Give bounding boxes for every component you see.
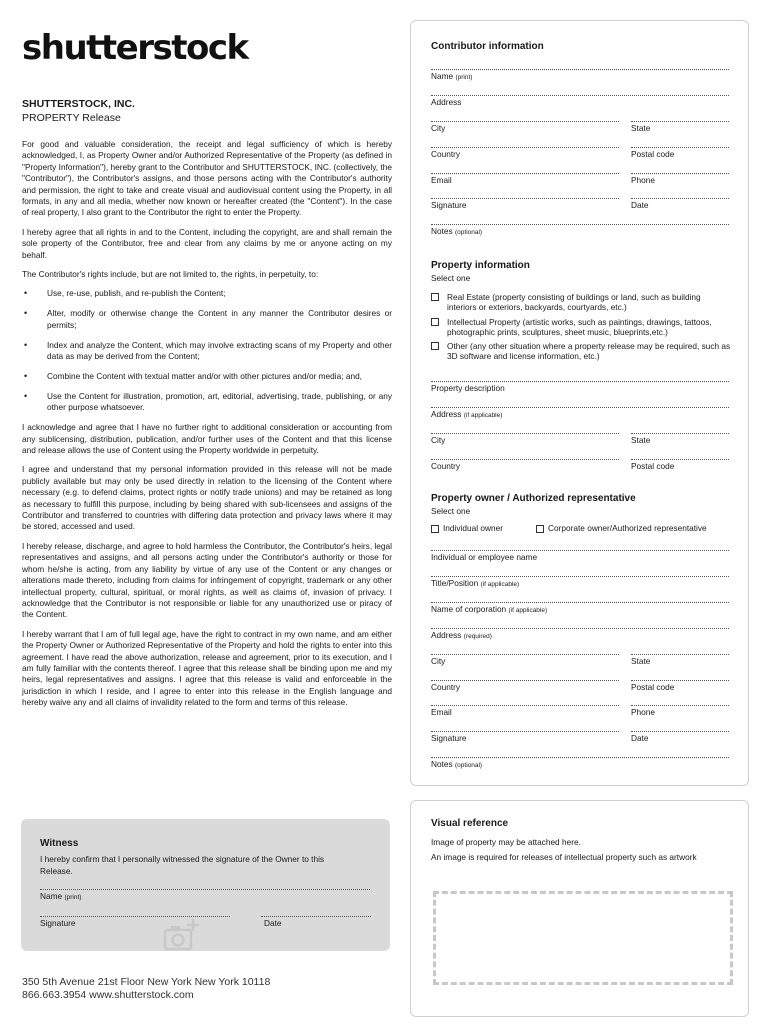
owner-postal-label: Postal code [631, 682, 675, 692]
visual-reference-title: Visual reference [431, 818, 509, 829]
other-property-checkbox[interactable] [431, 342, 439, 350]
terms-paragraph: I hereby warrant that I am of full legal age, have the right to contract in my own name, and am either the Property Owner or Authorized Representative of the Property and hold the rights to enter into this agreement. I have read the above authorization, release and agreement, prior to its execution, and I am fully familiar with the contents thereof. I agree that this release shall be binding upon me and my heirs, legal representatives and assigns. I agree that this release is valid and enforceable in the jurisdiction in which I reside, and I agree to enter into this release in the English language and hereby waive any and all claims of invalidity related to the form and terms of this release. [22, 628, 392, 708]
rights-list-item: • Alter, modify or otherwise change the Content in any manner the Contributor desires or permits; [47, 308, 392, 331]
property-description-label: Property description [431, 383, 505, 393]
company-name: SHUTTERSTOCK, INC. [22, 98, 135, 110]
terms-paragraph: I hereby release, discharge, and agree to hold harmless the Contributor, the Contributor's heirs, legal representatives and assigns, and all persons acting under the Contributor's authority or those for whom he/she is acting, from any liability by virtue of any use of the Content or any changes or alterations made thereto, including from claims for infringement of copyright, trademark or any other intellectual property, cultural, spiritual, or moral rights, as well as claims of, invasion of privacy. I acknowledge that the Contributor is not responsible or liable for any unauthorized use or piracy of the Content. [22, 540, 392, 620]
contributor-address-label: Address [431, 97, 462, 107]
property-address-field[interactable] [431, 407, 729, 408]
contributor-notes-field[interactable] [431, 224, 729, 225]
owner-city-label: City [431, 656, 446, 666]
owner-phone-field[interactable] [631, 705, 729, 706]
contributor-date-field[interactable] [631, 198, 729, 199]
real-estate-checkbox[interactable] [431, 293, 439, 301]
witness-box [21, 819, 390, 951]
contributor-signature-field[interactable] [431, 198, 619, 199]
real-estate-option: Real Estate (property consisting of buildings or land, such as building interiors or exteriors, backyards, courtyards, etc.) [447, 292, 701, 312]
owner-select-hint: Select one [431, 506, 471, 516]
contributor-date-label: Date [631, 200, 649, 210]
image-drop-zone[interactable] [433, 891, 733, 985]
witness-signature-field[interactable] [40, 916, 230, 917]
owner-postal-field[interactable] [631, 680, 729, 681]
terms-paragraph: I agree and understand that my personal information provided in this release will not be made publicly available but may only be used directly in relation to the licensing of the Content where necessary (e.g. to defend claims, protect rights or notify trade unions) and may be retained as long as necessary to fulfill this purpose, including by being shared with sub-licensees and assigns of the Contributor and transferred to countries with differing data protection and privacy laws where it may be stored, accessed and used. [22, 464, 392, 532]
visual-reference-text: Image of property may be attached here. [431, 837, 581, 847]
contact-line: 866.663.3954 www.shutterstock.com [22, 989, 194, 1001]
contributor-address-field[interactable] [431, 95, 729, 96]
property-city-label: City [431, 435, 446, 445]
contributor-city-field[interactable] [431, 121, 619, 122]
individual-owner-option: Individual owner [443, 523, 503, 533]
owner-city-field[interactable] [431, 654, 619, 655]
terms-paragraph: The Contributor's rights include, but are not limited to, the rights, in perpetuity, to: [22, 269, 319, 280]
witness-text: I hereby confirm that I personally witnessed the signature of the Owner to this Release. [40, 854, 325, 876]
owner-address-label: Address (required) [431, 630, 492, 640]
add-photo-icon [155, 916, 201, 961]
witness-date-field[interactable] [261, 916, 371, 917]
contributor-name-label: Name (print) [431, 71, 473, 81]
rights-list-item: • Combine the Content with textual matter and/or with other pictures and/or media; and, [47, 371, 392, 382]
corporation-name-field[interactable] [431, 602, 729, 603]
visual-reference-card [410, 800, 749, 1017]
owner-signature-label: Signature [431, 733, 467, 743]
corporate-owner-checkbox[interactable] [536, 525, 544, 533]
contributor-state-field[interactable] [631, 121, 729, 122]
title-position-field[interactable] [431, 576, 729, 577]
contributor-postal-field[interactable] [631, 147, 729, 148]
owner-country-label: Country [431, 682, 461, 692]
rights-list-item: • Use, re-use, publish, and re-publish the Content; [47, 288, 392, 299]
contributor-postal-label: Postal code [631, 149, 675, 159]
individual-name-label: Individual or employee name [431, 552, 538, 562]
property-state-label: State [631, 435, 651, 445]
owner-phone-label: Phone [631, 707, 655, 717]
rights-list-item: • Use the Content for illustration, promotion, art, editorial, advertising, trade, publishing, or any other purpose whatsoever. [47, 391, 392, 414]
owner-notes-label: Notes (optional) [431, 759, 483, 769]
rights-list [22, 288, 392, 413]
contributor-section-title: Contributor information [431, 41, 544, 52]
individual-owner-checkbox[interactable] [431, 525, 439, 533]
owner-section-title: Property owner / Authorized representative [431, 493, 636, 504]
intellectual-property-checkbox[interactable] [431, 318, 439, 326]
owner-state-label: State [631, 656, 651, 666]
owner-date-label: Date [631, 733, 649, 743]
owner-signature-field[interactable] [431, 731, 619, 732]
title-position-label: Title/Position (if applicable) [431, 578, 520, 588]
contributor-email-label: Email [431, 175, 452, 185]
contributor-state-label: State [631, 123, 651, 133]
company-address [22, 976, 270, 1002]
property-state-field[interactable] [631, 433, 729, 434]
owner-email-field[interactable] [431, 705, 619, 706]
owner-email-label: Email [431, 707, 452, 717]
owner-country-field[interactable] [431, 680, 619, 681]
contributor-phone-label: Phone [631, 175, 655, 185]
document-type: PROPERTY Release [22, 112, 121, 124]
contributor-notes-label: Notes (optional) [431, 226, 483, 236]
other-property-option: Other (any other situation where a property release may be required, such as 3D software and license information, etc.) [447, 341, 731, 361]
contributor-email-field[interactable] [431, 173, 619, 174]
visual-reference-requirement: An image is required for releases of intellectual property such as artwork [431, 852, 697, 862]
owner-address-field[interactable] [431, 628, 729, 629]
property-country-field[interactable] [431, 459, 619, 460]
witness-signature-label: Signature [40, 918, 76, 928]
contributor-signature-label: Signature [431, 200, 467, 210]
property-postal-field[interactable] [631, 459, 729, 460]
witness-title: Witness [40, 838, 79, 849]
property-description-field[interactable] [431, 381, 729, 382]
property-select-hint: Select one [431, 273, 471, 283]
contributor-phone-field[interactable] [631, 173, 729, 174]
terms-paragraph: I acknowledge and agree that I have no further right to additional consideration or accounting from any sublicensing, distribution, publication, and/or further uses of the Content and that this license and release allows the use of Content using the Property worldwide in perpetuity. [22, 422, 392, 456]
terms-paragraph: For good and valuable consideration, the receipt and legal sufficiency of which is hereby acknowledged, I, as Property Owner and/or Authorized Representative of the Property (as defined in "Property Information"), hereby grant to the Contributor and SHUTTERSTOCK, INC. (collectively, the "Contributor"), the Contributor's assigns, and those persons acting with the Contributor's authority and permission, the right to take and create visual and audiovisual content using the Property, in all formats, in any and all media, whether now known or hereafter created (the "Content"). In the case of real property, I also grant to the Contributor the right to enter the Property. [22, 139, 392, 218]
property-city-field[interactable] [431, 433, 619, 434]
rights-list-item: • Index and analyze the Content, which may involve extracting scans of my Property and other data as may be derived from the Content; [47, 340, 392, 363]
corporate-owner-option: Corporate owner/Authorized representative [548, 523, 707, 533]
shutterstock-logo: shutterstock [22, 28, 248, 68]
individual-name-field[interactable] [431, 550, 729, 551]
property-country-label: Country [431, 461, 461, 471]
corporation-name-label: Name of corporation (if applicable) [431, 604, 548, 614]
contributor-country-field[interactable] [431, 147, 619, 148]
owner-state-field[interactable] [631, 654, 729, 655]
release-form-card [410, 20, 749, 786]
contributor-city-label: City [431, 123, 446, 133]
property-section-title: Property information [431, 260, 530, 271]
address-line: 350 5th Avenue 21st Floor New York New York 10118 [22, 976, 271, 988]
witness-date-label: Date [264, 918, 282, 928]
witness-name-label: Name (print) [40, 891, 82, 901]
owner-date-field[interactable] [631, 731, 729, 732]
contributor-country-label: Country [431, 149, 461, 159]
contributor-name-field[interactable] [431, 69, 729, 70]
release-terms [22, 139, 392, 717]
owner-notes-field[interactable] [431, 757, 729, 758]
property-address-label: Address (if applicable) [431, 409, 503, 419]
intellectual-property-option: Intellectual Property (artistic works, such as paintings, drawings, tattoos, photographic prints, sculptures, sheet music, blueprints,etc.) [447, 317, 712, 337]
witness-name-field[interactable] [40, 889, 370, 890]
terms-paragraph: I hereby agree that all rights in and to the Content, including the copyright, are and shall remain the sole property of the Contributor, free and clear from any claims by me or anyone acting on my behalf. [22, 226, 392, 260]
property-postal-label: Postal code [631, 461, 675, 471]
